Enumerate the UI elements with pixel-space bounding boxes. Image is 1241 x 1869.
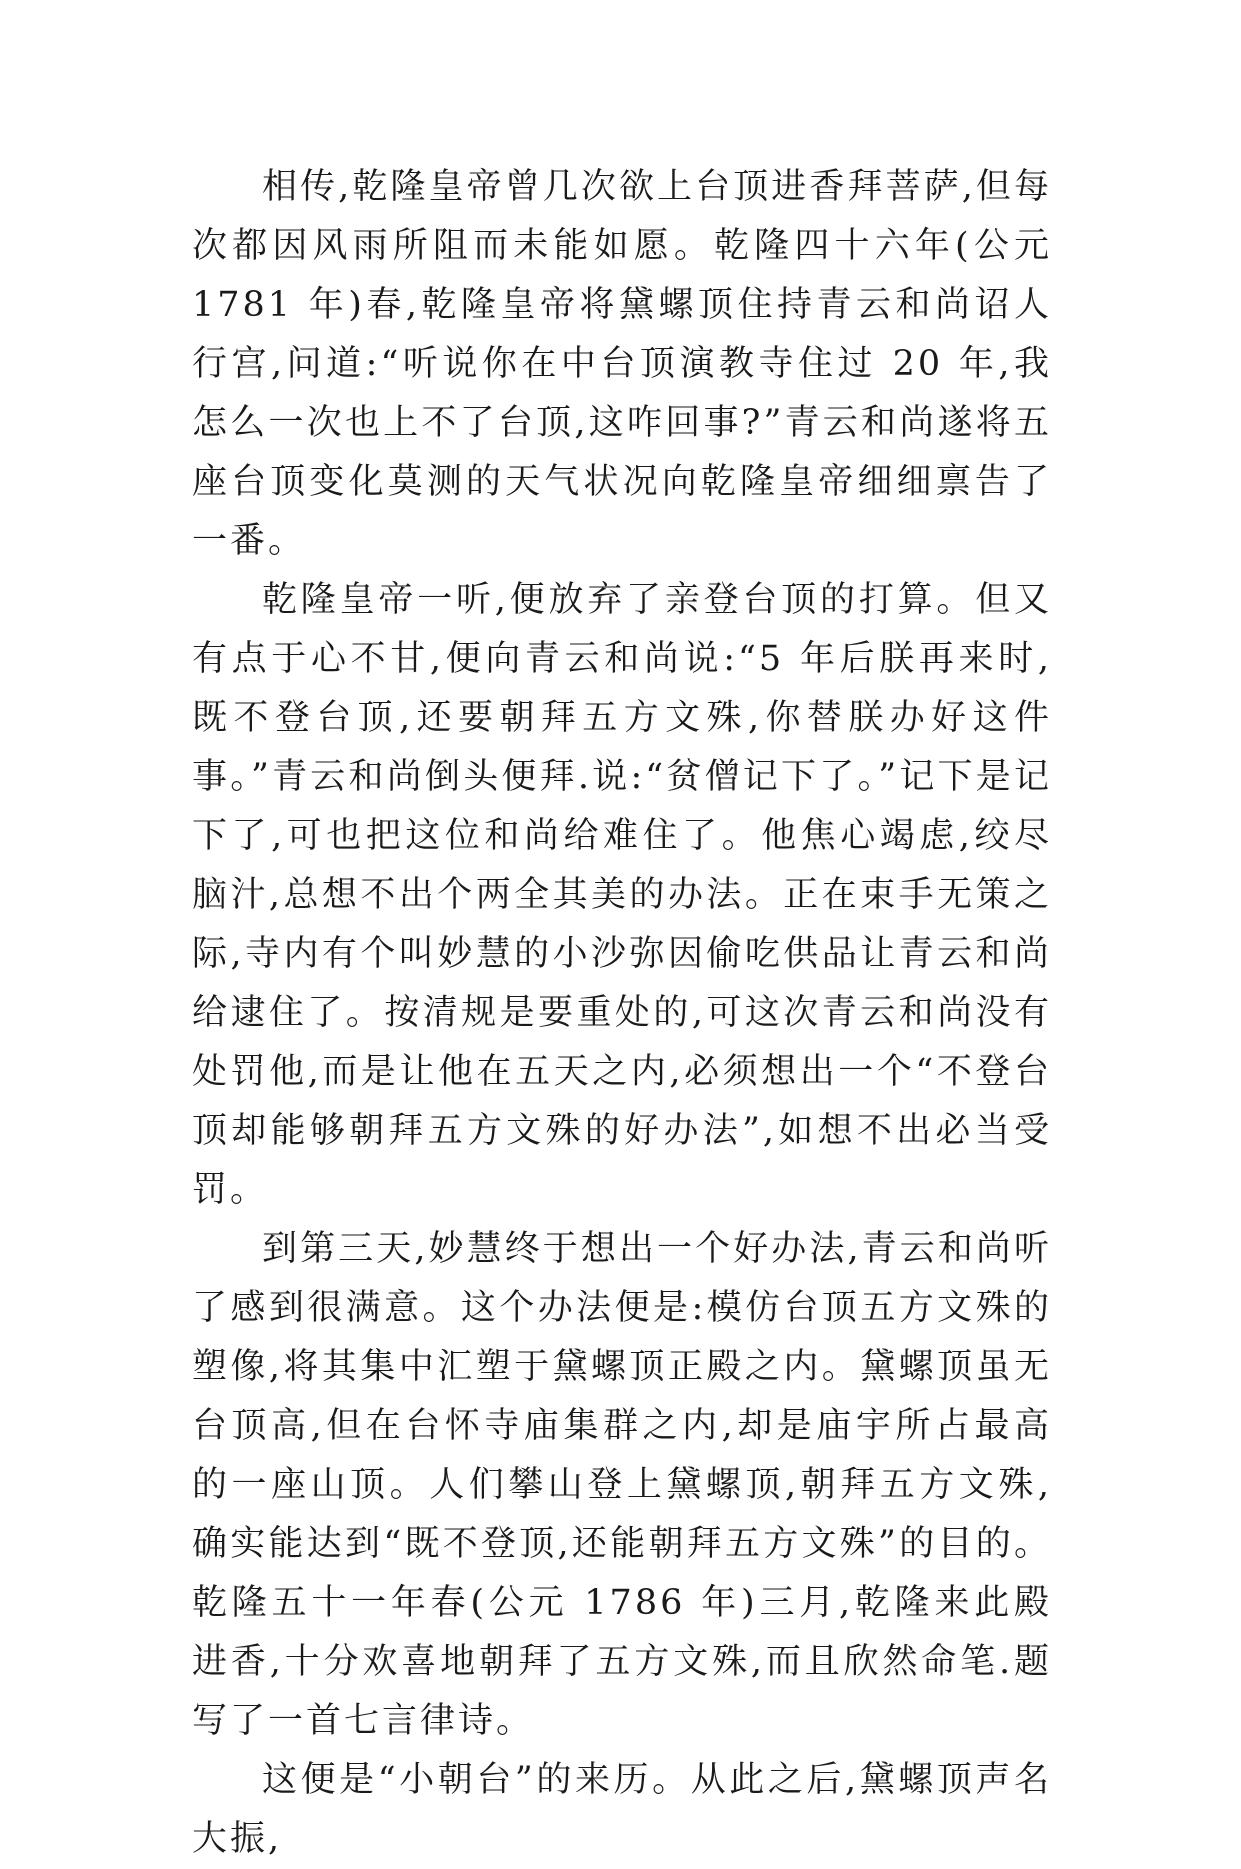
paragraph-4: 这便是“小朝台”的来历。从此之后,黛螺顶声名大振,: [192, 1760, 1052, 1859]
paragraph-2: 乾隆皇帝一听,便放弃了亲登台顶的打算。但又有点于心不甘,便向青云和尚说:“5 年后朕再来时,既不登台顶,还要朝拜五方文殊,你替朕办好这件事。”青云和尚倒头便拜.说:“贫僧记下了。”记下是记下了,可也把这位和尚给难住了。他焦心竭虑,绞尽脑汁,总想不出个两全其美的办法。正在束手无策之际,寺内有个叫妙慧的小沙弥因偷吃供品让青云和尚给逮住了。按清规是要重处的,可这次青云和尚没有处罚他,而是让他在五天之内,必须想出一个“不登台顶却能够朝拜五方文殊的好办法”,如想不出必当受罚。: [192, 580, 1052, 1210]
paragraph-1: 相传,乾隆皇帝曾几次欲上台顶进香拜菩萨,但每次都因风雨所阻而未能如愿。乾隆四十六年(公元 1781 年)春,乾隆皇帝将黛螺顶住持青云和尚诏人行宫,问道:“听说你在中台顶演教寺住过 20 年,我怎么一次也上不了台顶,这咋回事?”青云和尚遂将五座台顶变化莫测的天气状况向乾隆皇帝细细禀告了一番。: [192, 167, 1052, 561]
body-text: [192, 158, 1052, 1869]
paragraph-3: 到第三天,妙慧终于想出一个好办法,青云和尚听了感到很满意。这个办法便是:模仿台顶五方文殊的塑像,将其集中汇塑于黛螺顶正殿之内。黛螺顶虽无台顶高,但在台怀寺庙集群之内,却是庙宇所占最高的一座山顶。人们攀山登上黛螺顶,朝拜五方文殊,确实能达到“既不登顶,还能朝拜五方文殊”的目的。乾隆五十一年春(公元 1786 年)三月,乾隆来此殿进香,十分欢喜地朝拜了五方文殊,而且欣然命笔.题写了一首七言律诗。: [192, 1229, 1052, 1741]
